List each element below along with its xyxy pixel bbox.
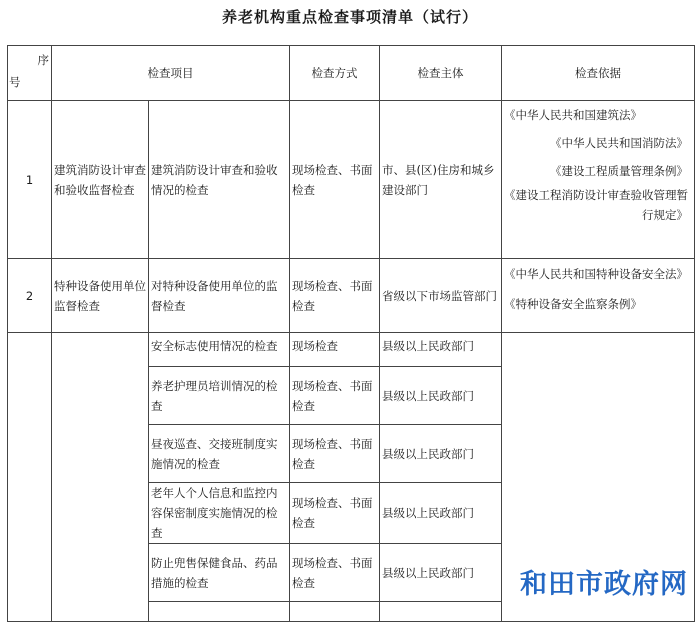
table-row [8, 259, 695, 333]
row-method: 现场检查、书面检查 [290, 483, 380, 544]
basis-line: 《中华人民共和国建筑法》 [504, 108, 642, 122]
row-seq-empty [8, 333, 52, 622]
row-seq: 2 [8, 259, 52, 333]
inspection-table [7, 45, 695, 622]
page-title: 养老机构重点检查事项清单（试行） [221, 8, 478, 26]
row-method: 现场检查、书面检查 [290, 544, 380, 602]
header-subject: 检查主体 [380, 46, 502, 101]
row-subject-empty [380, 602, 502, 622]
row-method: 现场检查、书面检查 [290, 425, 380, 483]
basis-line: 《中华人民共和国特种设备安全法》 [504, 267, 688, 281]
row-subject: 县级以上民政部门 [380, 483, 502, 544]
header-basis: 检查依据 [502, 46, 695, 101]
row-subject: 县级以上民政部门 [380, 544, 502, 602]
row-subject: 省级以下市场监管部门 [380, 259, 502, 333]
row-subject: 县级以上民政部门 [380, 333, 502, 367]
header-method: 检查方式 [290, 46, 380, 101]
row-method-empty [290, 602, 380, 622]
row-item: 建筑消防设计审查和验收情况的检查 [149, 101, 290, 259]
row-item-empty [149, 602, 290, 622]
header-seq-bottom: 号 [9, 75, 21, 89]
row-subject: 市、县(区)住房和城乡建设部门 [380, 101, 502, 259]
basis-line: 《特种设备安全监察条例》 [504, 297, 642, 311]
row-item: 养老护理员培训情况的检查 [149, 367, 290, 425]
header-seq-top: 序 [37, 53, 49, 67]
table-header-row [8, 46, 695, 101]
row-method: 现场检查 [290, 333, 380, 367]
table-row [8, 101, 695, 259]
basis-line: 《建设工程质量管理条例》 [550, 164, 688, 178]
row-item: 防止兜售保健食品、药品措施的检查 [149, 544, 290, 602]
basis-line: 《中华人民共和国消防法》 [550, 136, 688, 150]
header-item: 检查项目 [52, 46, 290, 101]
row-category-empty [52, 333, 149, 622]
row-subject: 县级以上民政部门 [380, 367, 502, 425]
site-watermark: 和田市政府网 [520, 569, 688, 600]
row-basis [502, 259, 695, 333]
row-method: 现场检查、书面检查 [290, 101, 380, 259]
row-category: 特种设备使用单位监督检查 [52, 259, 149, 333]
row-method: 现场检查、书面检查 [290, 259, 380, 333]
row-item: 对特种设备使用单位的监督检查 [149, 259, 290, 333]
row-item: 安全标志使用情况的检查 [149, 333, 290, 367]
header-seq [8, 46, 52, 101]
basis-line: 《建设工程消防设计审查验收管理暂行规定》 [504, 188, 688, 222]
row-method: 现场检查、书面检查 [290, 367, 380, 425]
row-seq: 1 [8, 101, 52, 259]
row-item: 老年人个人信息和监控内容保密制度实施情况的检查 [149, 483, 290, 544]
table-row [8, 333, 695, 367]
row-basis [502, 101, 695, 259]
row-item: 昼夜巡查、交接班制度实施情况的检查 [149, 425, 290, 483]
row-category: 建筑消防设计审查和验收监督检查 [52, 101, 149, 259]
row-subject: 县级以上民政部门 [380, 425, 502, 483]
